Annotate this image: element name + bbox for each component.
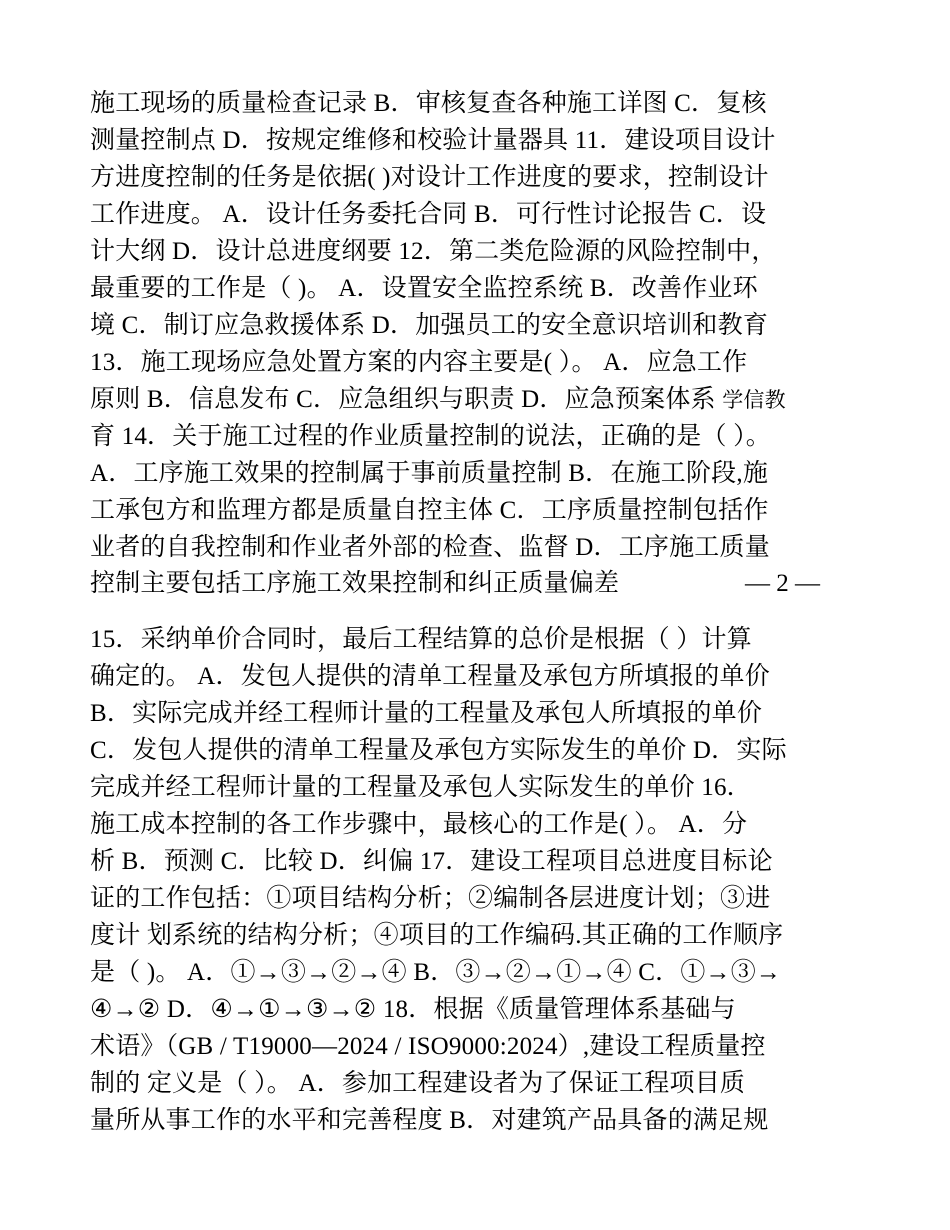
text-line: A．工序施工效果的控制属于事前质量控制 B．在施工阶段,施 <box>90 460 769 487</box>
text-line: B．实际完成并经工程师计量的工程量及承包人所填报的单价 <box>90 700 763 727</box>
text-line: 计大纲 D．设计总进度纲要 12．第二类危险源的风险控制中， <box>90 238 777 265</box>
text-line: 完成并经工程师计量的工程量及承包人实际发生的单价 16． <box>90 774 752 801</box>
text-line: 施工现场的质量检查记录 B．审核复查各种施工详图 C．复核 <box>90 90 767 117</box>
text-segment: 原则 B．信息发布 C．应急组织与职责 D．应急预案体系 <box>90 386 716 413</box>
text-line: ④→② D．④→①→③→② 18．根据《质量管理体系基础与 <box>90 996 736 1023</box>
text-line: 术语》（GB / T19000—2024 / ISO9000:2024）,建设工程质量控 <box>90 1033 766 1060</box>
text-line: 境 C．制订应急救援体系 D．加强员工的安全意识培训和教育 <box>90 312 769 339</box>
text-line: 证的工作包括：①项目结构分析；②编制各层进度计划；③进 <box>90 885 771 912</box>
text-line: 最重要的工作是（ )。 A．设置安全监控系统 B．改善作业环 <box>90 275 758 302</box>
text-line: 测量控制点 D．按规定维修和校验计量器具 11．建设项目设计 <box>90 127 776 154</box>
text-line: 方进度控制的任务是依据( )对设计工作进度的要求，控制设计 <box>90 164 769 191</box>
text-line: 是（ )。 A．①→③→②→④ B．③→②→①→④ C．①→③→ <box>90 959 782 986</box>
text-line: 确定的。 A．发包人提供的清单工程量及承包方所填报的单价 <box>90 663 770 690</box>
text-line: 工承包方和监理方都是质量自控主体 C．工序质量控制包括作 <box>90 497 769 524</box>
text-line: 业者的自我控制和作业者外部的检查、监督 D．工序施工质量 <box>90 534 770 561</box>
text-line <box>90 382 786 418</box>
text-line: 13．施工现场应急处置方案的内容主要是( ）。 A．应急工作 <box>90 349 748 376</box>
text-line: 施工成本控制的各工作步骤中，最核心的工作是( ）。 A．分 <box>90 811 748 838</box>
text-line: C．发包人提供的清单工程量及承包方实际发生的单价 D．实际 <box>90 737 787 764</box>
text-line: 工作进度。 A．设计任务委托合同 B．可行性讨论报告 C．设 <box>90 201 767 228</box>
text-line: 育 14．关于施工过程的作业质量控制的说法，正确的是（ ）。 <box>90 423 772 450</box>
text-line: 15．采纳单价合同时，最后工程结算的总价是根据（ ）计算 <box>90 626 752 653</box>
text-line: 析 B．预测 C．比较 D．纠偏 17．建设工程项目总进度目标论 <box>90 848 773 875</box>
text-line: 制的 定义是（ ）。 A．参加工程建设者为了保证工程项目质 <box>90 1070 746 1097</box>
text-line: 度计 划系统的结构分析；④项目的工作编码.其正确的工作顺序 <box>90 922 784 949</box>
text-line: 量所从事工作的水平和完善程度 B．对建筑产品具备的满足规 <box>90 1107 769 1134</box>
watermark-text: 学信教 <box>722 388 786 412</box>
page-number: — 2 — <box>745 570 820 597</box>
text-line: 控制主要包括工序施工效果控制和纠正质量偏差 <box>90 570 620 597</box>
